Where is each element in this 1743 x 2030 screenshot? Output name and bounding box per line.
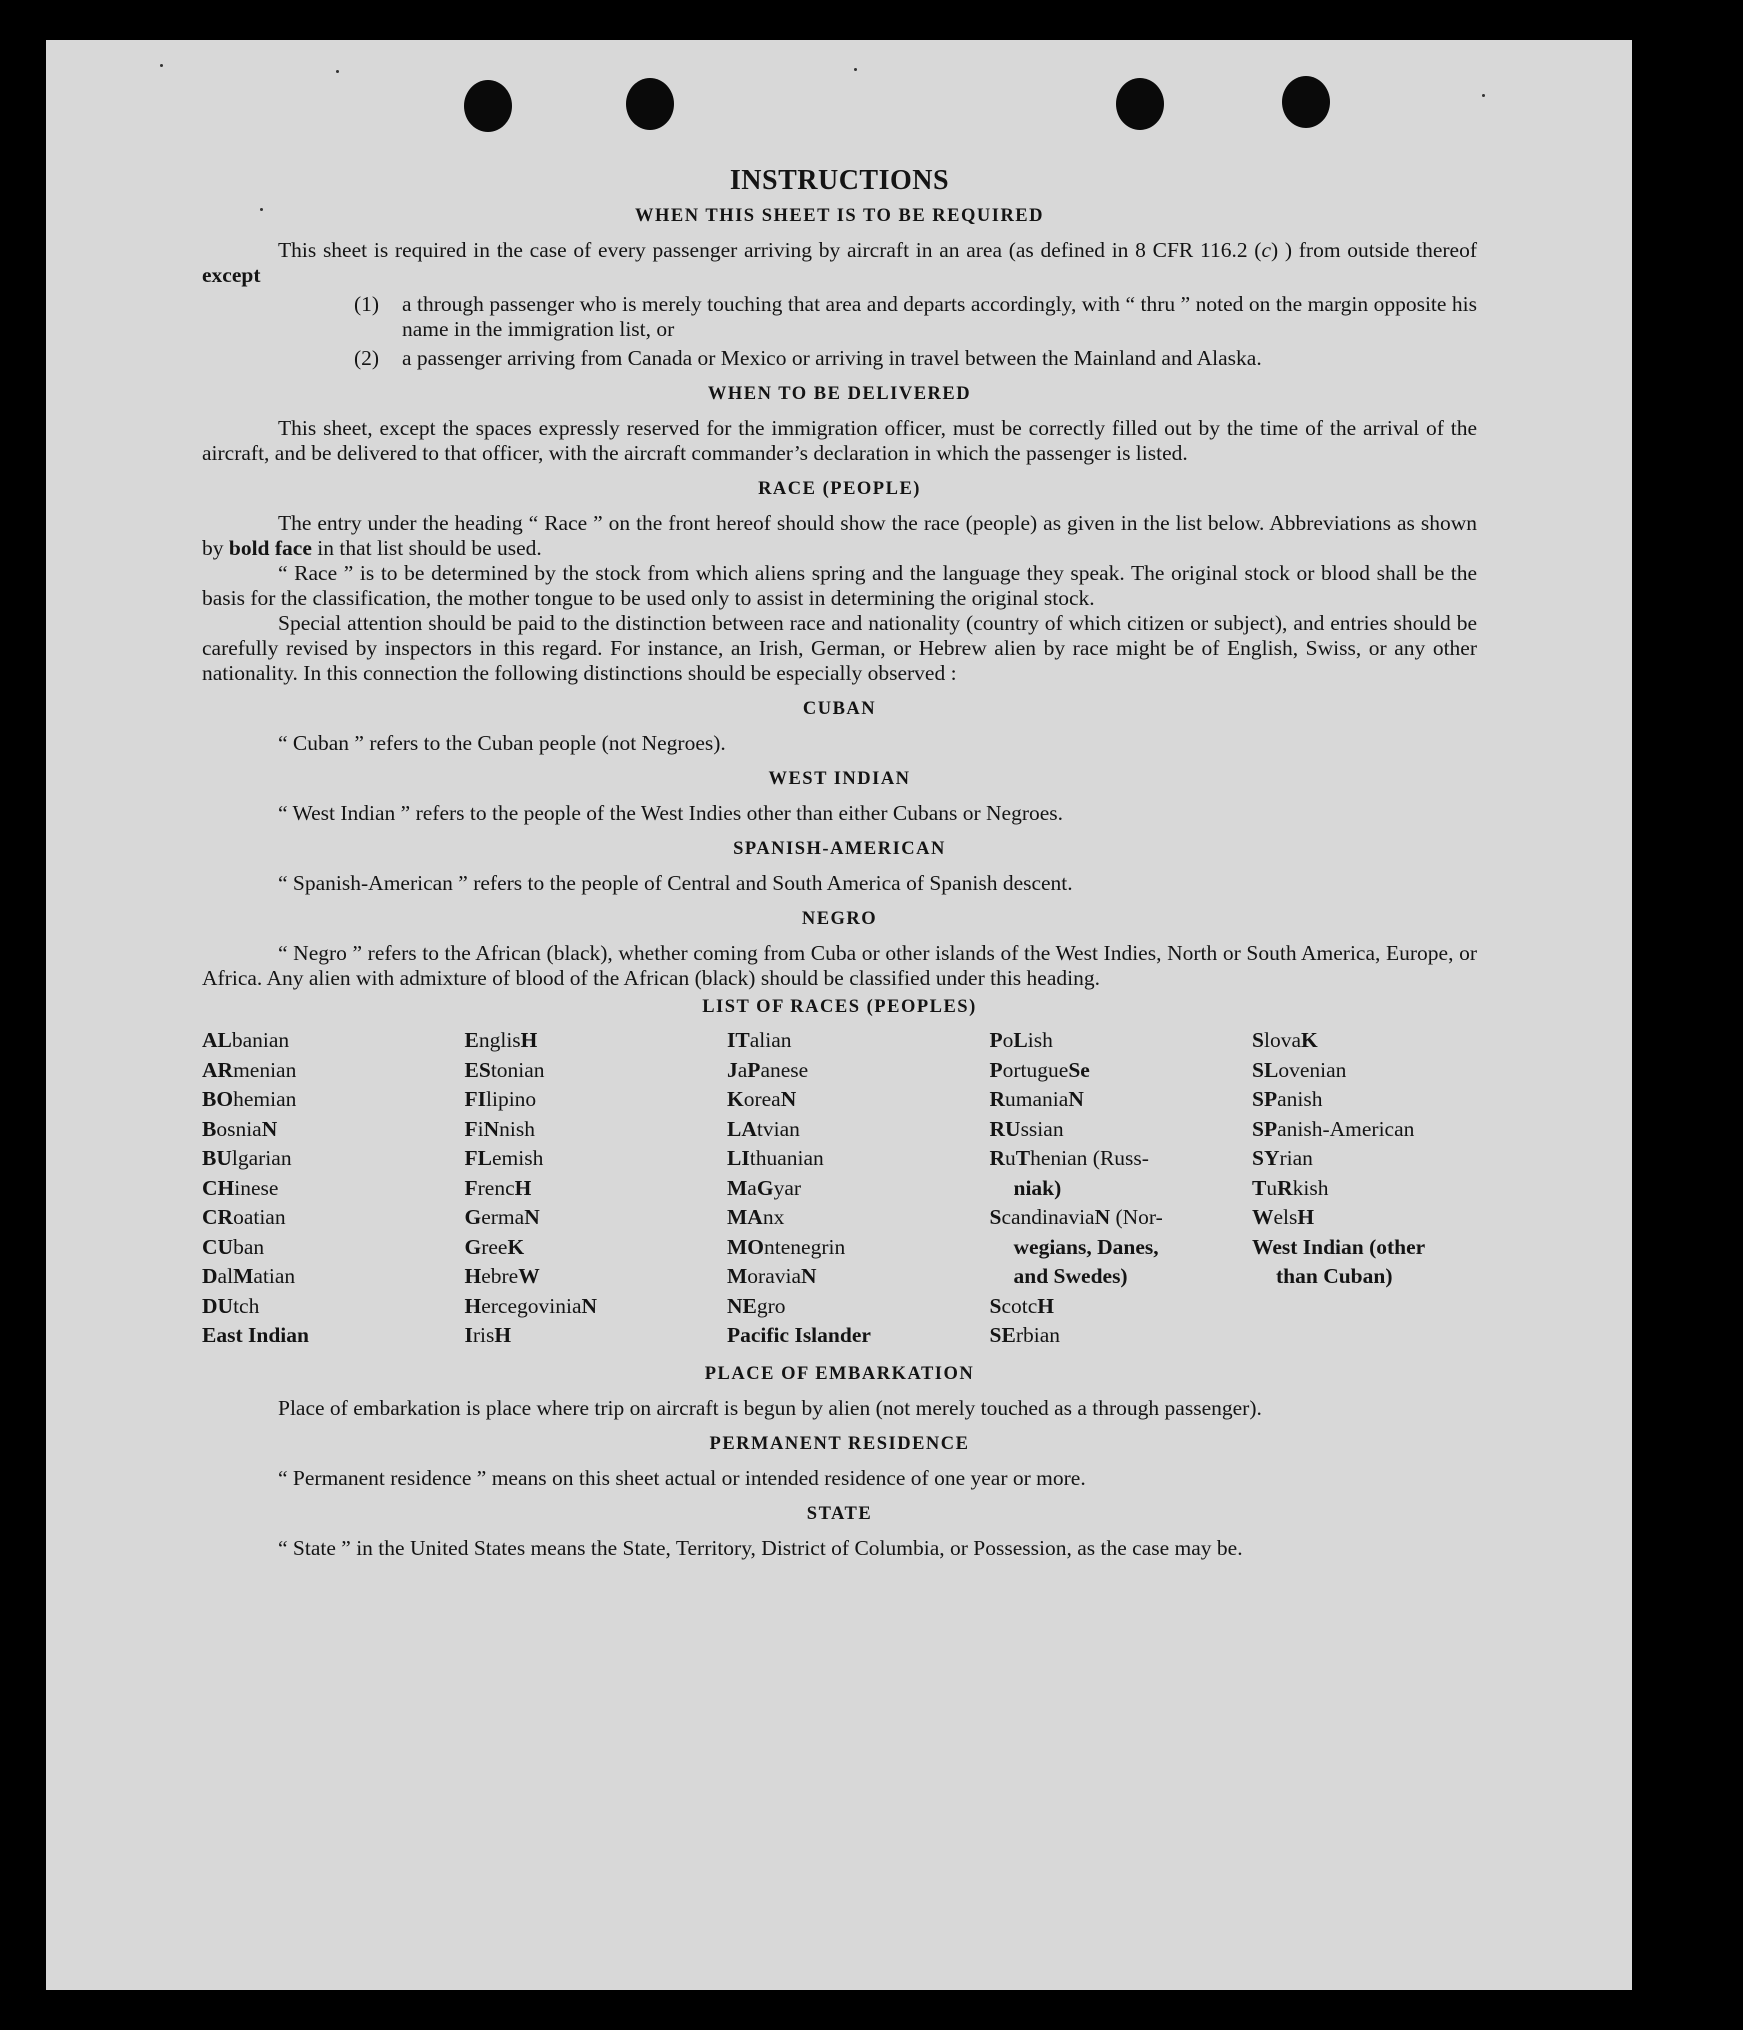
race-entry: GermaN [464,1205,540,1229]
paragraph-negro: “ Negro ” refers to the African (black), whether coming from Cuba or other islands of the West Indies, North or South America, Europe, or Africa. Any alien with admixture of blood of the African (black) should be classified under this heading. [202,941,1477,990]
text-intro-c: c [1261,238,1271,262]
paragraph-residence: “ Permanent residence ” means on this sheet actual or intended residence of one year or more. [278,1465,1086,1490]
heading-spanish-american: SPANISH-AMERICAN [733,839,946,859]
text-race-1a: The entry under the heading “ Race ” on the front hereof should show the race (people) as given in the list below. Abbreviations as shown by [202,511,1477,560]
race-entry: BUlgarian [202,1146,292,1170]
text-bold-face: bold face [228,536,312,560]
race-entry: IrisH [464,1323,512,1347]
race-entry: East Indian [202,1323,309,1347]
race-entry: HercegoviniaN [464,1293,598,1318]
race-entry: ScotcH [989,1293,1055,1318]
races-column [202,1026,442,1351]
paragraph-state: “ State ” in the United States means the State, Territory, District of Columbia, or Possession, as the case may be. [278,1535,1243,1560]
race-entry: than Cuban) [1276,1264,1393,1288]
race-entry: niak) [1013,1175,1062,1200]
text-intro-a: This sheet is required in the case of every passenger arriving by aircraft in an area (as defined in 8 CFR 116.2 ( [278,238,1262,262]
punch-hole [626,78,674,130]
race-entry: FrencH [464,1175,532,1200]
heading-race: RACE (PEOPLE) [758,479,921,499]
race-entry: NEgro [727,1293,786,1318]
races-column [465,1026,705,1351]
heading-list-of-races: LIST OF RACES (PEOPLES) [702,997,977,1017]
races-column [1252,1026,1477,1351]
race-entry: GreeK [464,1234,525,1259]
race-entry: FIlipino [464,1087,537,1111]
heading-cuban: CUBAN [802,699,877,719]
race-entry: MoraviaN [727,1264,817,1288]
race-entry: KoreaN [727,1087,797,1111]
races-column [727,1026,967,1351]
punch-hole [464,80,512,132]
race-entry: PortugueSe [989,1057,1090,1082]
heading-negro: NEGRO [801,909,878,929]
race-entry: wegians, Danes, [1013,1234,1159,1259]
race-entry: TuRkish [1252,1175,1329,1200]
instructions-content [202,165,1477,1561]
race-entry: MOntenegrin [727,1234,846,1259]
heading-when-delivered: WHEN TO BE DELIVERED [707,384,972,404]
race-entry: LIthuanian [727,1146,824,1170]
races-column [990,1026,1230,1351]
item-text: a passenger arriving from Canada or Mexico or arriving in travel between the Mainland and Alaska. [402,346,1262,370]
speck [336,70,339,73]
race-entry: EnglisH [464,1028,538,1052]
race-entry: JaPanese [727,1057,809,1082]
paragraph-when-delivered: This sheet, except the spaces expressly reserved for the immigration officer, must be correctly filled out by the time of the arrival of the aircraft, and be delivered to that officer, with the aircraft commander’s declaration in which the passenger is listed. [202,416,1477,465]
race-entry: SPanish-American [1252,1116,1415,1141]
race-entry: RuThenian (Russ- [989,1146,1149,1170]
race-entry: HebreW [464,1264,540,1288]
race-entry: CRoatian [202,1205,286,1229]
paragraph-when-required [202,238,1477,288]
race-entry: SlovaK [1252,1028,1318,1052]
heading-residence: PERMANENT RESIDENCE [709,1433,970,1454]
race-entry: MAnx [727,1205,785,1229]
race-entry: ITalian [727,1028,792,1052]
race-entry: FiNnish [464,1116,535,1141]
speck [854,68,857,71]
races-list [202,1026,1477,1351]
item-text: a through passenger who is merely touching that area and departs accordingly, with “ thru ” noted on the margin opposite his name in the immigration list, or [402,292,1477,341]
heading-state: STATE [806,1503,873,1524]
speck [1482,94,1485,97]
paragraph-race-3: Special attention should be paid to the distinction between race and nationality (country of which citizen or subject), and entries should be carefully revised by inspectors in this regard. For instance, an Irish, German, or Hebrew alien by race might be of English, Swiss, or any other nationality. In this connection the following distinctions should be especially observed : [202,611,1477,685]
text-except: except [202,263,261,287]
item-number: (2) [354,346,380,370]
race-entry: SYrian [1252,1146,1313,1170]
text-race-1b: in that list should be used. [311,536,542,560]
race-entry: WelsH [1252,1205,1315,1229]
race-entry: CUban [202,1234,265,1259]
race-entry: West Indian (other [1252,1234,1426,1259]
text-intro-b: ) ) from outside thereof [1271,238,1477,262]
race-entry: RUssian [989,1116,1064,1141]
paragraph-cuban: “ Cuban ” refers to the Cuban people (not Negroes). [278,731,726,755]
race-entry: SLovenian [1252,1057,1347,1082]
race-entry: PoLish [989,1028,1053,1052]
paragraph-embarkation: Place of embarkation is place where trip on aircraft is begun by alien (not merely touched as a through passenger). [278,1395,1262,1420]
paragraph-west-indian: “ West Indian ” refers to the people of the West Indies other than either Cubans or Negroes. [278,801,1064,825]
page-title: INSTRUCTIONS [729,165,950,196]
race-entry: LAtvian [727,1116,800,1141]
race-entry: and Swedes) [1013,1264,1128,1288]
heading-when-required: WHEN THIS SHEET IS TO BE REQUIRED [634,206,1045,226]
race-entry: BOhemian [202,1087,297,1111]
race-entry: MaGyar [727,1175,802,1200]
race-entry: RumaniaN [989,1087,1084,1111]
race-entry: ALbanian [202,1028,290,1052]
race-entry: SErbian [989,1323,1060,1347]
punch-hole [1116,78,1164,130]
paragraph-race-1 [202,511,1477,561]
race-entry: SPanish [1252,1087,1323,1111]
list-item [354,292,1477,342]
item-number: (1) [354,292,380,316]
heading-embarkation: PLACE OF EMBARKATION [704,1363,975,1384]
paragraph-spanish-american: “ Spanish-American ” refers to the people of Central and South America of Spanish descent. [278,871,1073,895]
heading-west-indian: WEST INDIAN [768,769,911,789]
list-item [354,346,1477,371]
race-entry: CHinese [202,1175,279,1200]
race-entry: Pacific Islander [727,1323,871,1347]
race-entry: ScandinaviaN (Nor- [989,1205,1163,1229]
paragraph-race-2: “ Race ” is to be determined by the stock from which aliens spring and the language they speak. The original stock or blood shall be the basis for the classification, the mother tongue to be used only to assist in determining the original stock. [202,561,1477,610]
race-entry: DalMatian [202,1264,296,1288]
speck [160,64,163,67]
race-entry: FLemish [464,1146,544,1170]
race-entry: BosniaN [202,1116,278,1141]
race-entry: DUtch [202,1293,260,1318]
race-entry: EStonian [464,1057,545,1082]
race-entry: ARmenian [202,1057,297,1082]
punch-hole [1282,76,1330,128]
